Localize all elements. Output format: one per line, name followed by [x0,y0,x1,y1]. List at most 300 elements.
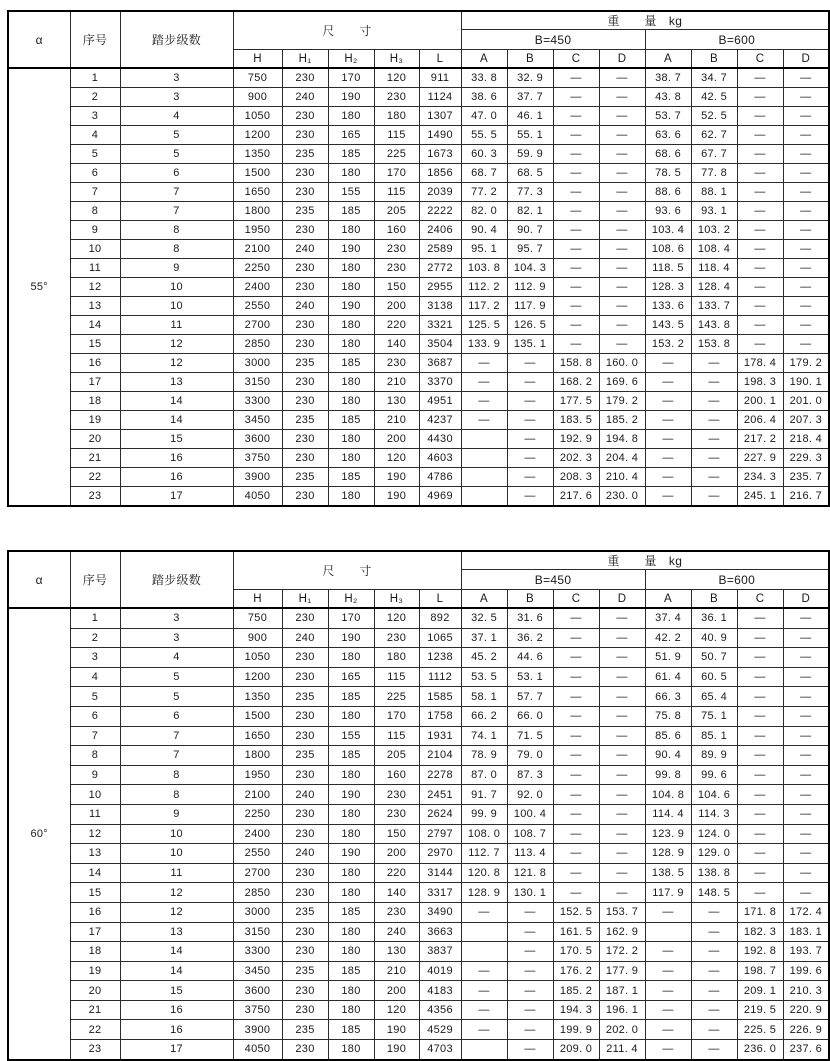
cell-dim-h2: 190 [328,785,374,805]
cell-dim-l: 2222 [419,202,461,221]
cell-steps: 10 [120,824,233,844]
cell-dim-l: 1758 [419,706,461,726]
cell-w450-d: 179. 2 [599,392,645,411]
cell-w600-b: 108. 4 [691,240,737,259]
cell-w600-c: — [737,240,783,259]
cell-w600-a: — [645,373,691,392]
col-header-b450-c: C [553,590,599,609]
cell-w600-c: 209. 1 [737,981,783,1001]
cell-w600-d: — [783,335,829,354]
cell-seq: 19 [70,961,120,981]
cell-dim-l: 3138 [419,297,461,316]
cell-w600-c: — [737,221,783,240]
cell-w450-a [461,468,507,487]
cell-dim-h1: 235 [282,746,328,766]
col-header-b600-d: D [783,50,829,69]
cell-w450-c: — [553,68,599,88]
cell-dim-h1: 230 [282,765,328,785]
cell-seq: 2 [70,88,120,107]
cell-w450-b: 71. 5 [507,726,553,746]
cell-w450-a: — [461,354,507,373]
cell-w450-a [461,942,507,962]
cell-w450-a [461,1040,507,1060]
cell-w600-b: 88. 1 [691,183,737,202]
cell-dim-h1: 235 [282,202,328,221]
col-group-b450: B=450 [461,570,645,590]
cell-w600-b: 93. 1 [691,202,737,221]
cell-dim-h2: 185 [328,411,374,430]
cell-steps: 14 [120,392,233,411]
cell-dim-h: 3450 [233,411,282,430]
cell-dim-h2: 165 [328,667,374,687]
table-row [8,1000,829,1020]
cell-w450-c: — [553,297,599,316]
cell-w450-a: 38. 6 [461,88,507,107]
cell-dim-l: 4969 [419,487,461,507]
cell-dim-l: 3370 [419,373,461,392]
cell-dim-h2: 185 [328,961,374,981]
cell-dim-l: 2278 [419,765,461,785]
cell-w450-c: 158. 8 [553,354,599,373]
cell-dim-h2: 185 [328,687,374,707]
cell-dim-h2: 185 [328,902,374,922]
cell-w600-a: 123. 9 [645,824,691,844]
cell-w450-d: — [599,107,645,126]
cell-dim-h3: 190 [374,1040,419,1060]
cell-w450-d: 153. 7 [599,902,645,922]
cell-w450-b: — [507,411,553,430]
cell-w450-a: 120. 8 [461,863,507,883]
cell-w600-a: 42. 2 [645,628,691,648]
cell-dim-l: 4786 [419,468,461,487]
cell-dim-h: 4050 [233,487,282,507]
cell-w450-b: 108. 7 [507,824,553,844]
table-row [8,278,829,297]
cell-w450-d: — [599,844,645,864]
cell-dim-h2: 155 [328,183,374,202]
cell-w450-b: 31. 6 [507,608,553,628]
cell-dim-h1: 230 [282,648,328,668]
cell-w600-b: 118. 4 [691,259,737,278]
table-row [8,687,829,707]
cell-w450-d: — [599,746,645,766]
cell-dim-h2: 180 [328,648,374,668]
cell-seq: 14 [70,316,120,335]
cell-dim-h1: 240 [282,628,328,648]
cell-dim-h2: 180 [328,1040,374,1060]
cell-w600-c: 206. 4 [737,411,783,430]
cell-steps: 9 [120,259,233,278]
cell-w450-d: — [599,88,645,107]
cell-seq: 6 [70,164,120,183]
cell-w450-c: — [553,726,599,746]
cell-steps: 7 [120,746,233,766]
cell-w450-a: 133. 9 [461,335,507,354]
cell-w600-b: — [691,430,737,449]
cell-w600-b: 89. 9 [691,746,737,766]
cell-dim-h: 3150 [233,922,282,942]
cell-dim-h2: 180 [328,706,374,726]
cell-w450-b: — [507,1040,553,1060]
cell-dim-h1: 230 [282,107,328,126]
cell-dim-h2: 180 [328,883,374,903]
cell-dim-h1: 235 [282,468,328,487]
cell-dim-h3: 115 [374,126,419,145]
table-row [8,667,829,687]
spec-table-60deg [7,550,830,1061]
cell-dim-h: 3750 [233,1000,282,1020]
cell-dim-h1: 230 [282,824,328,844]
cell-dim-h: 3750 [233,449,282,468]
cell-dim-h: 1050 [233,648,282,668]
cell-dim-h2: 185 [328,354,374,373]
cell-w450-c: 199. 9 [553,1020,599,1040]
cell-dim-h: 2700 [233,863,282,883]
cell-dim-h: 3600 [233,981,282,1001]
cell-w450-a: — [461,1000,507,1020]
table-row [8,297,829,316]
cell-w450-a: 78. 9 [461,746,507,766]
cell-dim-h2: 155 [328,726,374,746]
cell-dim-h3: 200 [374,430,419,449]
cell-w600-a: 78. 5 [645,164,691,183]
cell-w450-c: 192. 9 [553,430,599,449]
cell-dim-l: 3837 [419,942,461,962]
cell-w600-c: — [737,183,783,202]
table-row [8,164,829,183]
cell-w450-b: 121. 8 [507,863,553,883]
alpha-value: 55° [8,68,70,506]
col-header-b450-b: B [507,50,553,69]
col-header-b600-c: C [737,50,783,69]
cell-w450-a: 99. 9 [461,804,507,824]
cell-dim-l: 4356 [419,1000,461,1020]
cell-steps: 3 [120,68,233,88]
cell-steps: 8 [120,221,233,240]
table-header [8,551,829,608]
cell-w600-c: 198. 3 [737,373,783,392]
table-row [8,902,829,922]
cell-w600-d: 237. 6 [783,1040,829,1060]
cell-dim-l: 4951 [419,392,461,411]
cell-w600-d: 226. 9 [783,1020,829,1040]
cell-w600-a: 128. 9 [645,844,691,864]
cell-dim-h3: 160 [374,765,419,785]
table-row [8,145,829,164]
cell-seq: 4 [70,667,120,687]
cell-w450-b: 82. 1 [507,202,553,221]
cell-dim-h: 1950 [233,221,282,240]
cell-seq: 3 [70,648,120,668]
cell-w600-a: 108. 6 [645,240,691,259]
cell-dim-h: 3600 [233,430,282,449]
cell-dim-h1: 235 [282,902,328,922]
cell-dim-h3: 180 [374,648,419,668]
cell-seq: 23 [70,487,120,507]
cell-w450-d: 177. 9 [599,961,645,981]
col-header-l: L [419,50,461,69]
cell-w450-d: 202. 0 [599,1020,645,1040]
cell-w450-a: 90. 4 [461,221,507,240]
cell-steps: 6 [120,164,233,183]
cell-w450-b: 92. 0 [507,785,553,805]
cell-w450-c: — [553,316,599,335]
cell-dim-h: 1800 [233,202,282,221]
cell-seq: 11 [70,804,120,824]
cell-dim-h3: 115 [374,726,419,746]
cell-dim-h: 2850 [233,883,282,903]
cell-dim-l: 4703 [419,1040,461,1060]
cell-w600-c: — [737,297,783,316]
cell-dim-h: 2400 [233,278,282,297]
cell-w600-b: 60. 5 [691,667,737,687]
cell-dim-h2: 180 [328,1000,374,1020]
cell-dim-h3: 230 [374,88,419,107]
cell-w600-c: — [737,107,783,126]
col-header-b450-c: C [553,50,599,69]
cell-w600-c: — [737,164,783,183]
cell-dim-l: 4019 [419,961,461,981]
cell-w450-a: — [461,392,507,411]
cell-dim-h3: 140 [374,335,419,354]
cell-steps: 15 [120,430,233,449]
cell-dim-h: 750 [233,608,282,628]
cell-w600-a: 93. 6 [645,202,691,221]
cell-w600-d: — [783,726,829,746]
cell-w450-d: — [599,726,645,746]
cell-w600-b: — [691,1040,737,1060]
cell-w600-d: — [783,126,829,145]
table-row [8,202,829,221]
cell-dim-l: 1112 [419,667,461,687]
cell-w450-b: — [507,902,553,922]
table-row [8,824,829,844]
col-group-weight: 重 量 kg [461,551,829,570]
col-group-dimensions: 尺 寸 [233,11,461,50]
cell-w600-c: 225. 5 [737,1020,783,1040]
cell-w450-b: — [507,449,553,468]
cell-w450-d: — [599,687,645,707]
cell-w600-c: 178. 4 [737,354,783,373]
cell-w600-c: — [737,785,783,805]
cell-dim-h2: 180 [328,221,374,240]
cell-w600-b: 114. 3 [691,804,737,824]
cell-w600-c: 217. 2 [737,430,783,449]
cell-w600-b: — [691,354,737,373]
cell-dim-h1: 230 [282,883,328,903]
cell-dim-h2: 180 [328,259,374,278]
cell-dim-h: 1200 [233,667,282,687]
cell-w600-b: 50. 7 [691,648,737,668]
cell-dim-h1: 230 [282,373,328,392]
cell-w600-b: 42. 5 [691,88,737,107]
cell-seq: 12 [70,824,120,844]
cell-dim-l: 2624 [419,804,461,824]
cell-w600-d: — [783,145,829,164]
cell-steps: 13 [120,922,233,942]
cell-seq: 16 [70,902,120,922]
cell-seq: 13 [70,844,120,864]
cell-dim-h1: 230 [282,726,328,746]
cell-seq: 17 [70,922,120,942]
cell-w600-d: 229. 3 [783,449,829,468]
cell-seq: 10 [70,785,120,805]
cell-w600-b: — [691,1020,737,1040]
cell-dim-h2: 185 [328,202,374,221]
cell-dim-h3: 205 [374,202,419,221]
cell-w450-a: 128. 9 [461,883,507,903]
cell-w450-b: — [507,430,553,449]
cell-steps: 8 [120,240,233,259]
cell-w450-b: 100. 4 [507,804,553,824]
cell-w600-d: — [783,259,829,278]
table-row [8,221,829,240]
cell-steps: 10 [120,297,233,316]
cell-dim-h1: 240 [282,88,328,107]
cell-w600-a: — [645,392,691,411]
cell-dim-h3: 190 [374,487,419,507]
cell-w450-a: 74. 1 [461,726,507,746]
cell-w450-c: — [553,278,599,297]
cell-dim-h: 1050 [233,107,282,126]
cell-w600-a: 66. 3 [645,687,691,707]
cell-steps: 7 [120,202,233,221]
cell-w600-a: 88. 6 [645,183,691,202]
cell-steps: 10 [120,278,233,297]
cell-w450-d: — [599,648,645,668]
table-row [8,88,829,107]
cell-dim-h2: 180 [328,107,374,126]
cell-w450-b: — [507,1020,553,1040]
cell-w450-c: — [553,183,599,202]
cell-w450-b: 117. 9 [507,297,553,316]
cell-dim-l: 2955 [419,278,461,297]
cell-dim-h2: 180 [328,765,374,785]
cell-dim-h3: 115 [374,667,419,687]
cell-w600-b: — [691,487,737,507]
cell-w600-c: — [737,844,783,864]
cell-seq: 5 [70,687,120,707]
cell-w450-d: 196. 1 [599,1000,645,1020]
cell-dim-h1: 230 [282,487,328,507]
cell-dim-h2: 180 [328,922,374,942]
cell-dim-h: 1950 [233,765,282,785]
cell-w450-d: — [599,706,645,726]
table-row [8,726,829,746]
cell-seq: 9 [70,221,120,240]
cell-w600-c: — [737,804,783,824]
col-header-h1: H₁ [282,50,328,69]
cell-dim-h3: 225 [374,145,419,164]
cell-w600-d: — [783,765,829,785]
cell-dim-h: 1200 [233,126,282,145]
cell-dim-h: 2100 [233,785,282,805]
cell-w600-a: 114. 4 [645,804,691,824]
cell-dim-h3: 230 [374,259,419,278]
cell-seq: 22 [70,468,120,487]
cell-w450-b: — [507,1000,553,1020]
col-header-b450-a: A [461,590,507,609]
cell-w450-b: — [507,942,553,962]
cell-w450-b: 104. 3 [507,259,553,278]
cell-dim-h: 2400 [233,824,282,844]
cell-steps: 7 [120,726,233,746]
cell-w450-a: 53. 5 [461,667,507,687]
cell-w450-b: 55. 1 [507,126,553,145]
cell-w450-c: 161. 5 [553,922,599,942]
cell-w450-b: — [507,392,553,411]
cell-w600-c: — [737,863,783,883]
cell-dim-l: 1856 [419,164,461,183]
cell-dim-h: 1350 [233,687,282,707]
cell-w450-c: — [553,883,599,903]
cell-dim-h3: 210 [374,961,419,981]
cell-dim-l: 3321 [419,316,461,335]
cell-w600-d: — [783,844,829,864]
cell-w600-d: — [783,202,829,221]
cell-w600-d: — [783,164,829,183]
table-row [8,373,829,392]
cell-dim-h1: 230 [282,68,328,88]
cell-w600-a: — [645,961,691,981]
cell-dim-h2: 190 [328,297,374,316]
cell-dim-h2: 180 [328,863,374,883]
cell-dim-h1: 230 [282,922,328,942]
cell-dim-h2: 185 [328,746,374,766]
cell-w600-b: 36. 1 [691,608,737,628]
col-header-steps: 踏步级数 [120,551,233,608]
cell-dim-h3: 130 [374,392,419,411]
table-body [8,68,829,506]
cell-dim-h1: 230 [282,942,328,962]
cell-w600-d: — [783,648,829,668]
cell-dim-h2: 165 [328,126,374,145]
cell-dim-h: 750 [233,68,282,88]
cell-w600-b: 99. 6 [691,765,737,785]
cell-w450-d: — [599,183,645,202]
cell-w450-c: — [553,785,599,805]
table-row [8,863,829,883]
cell-w450-b: 135. 1 [507,335,553,354]
cell-w450-c: — [553,202,599,221]
cell-w600-a: 104. 8 [645,785,691,805]
cell-w450-d: — [599,824,645,844]
cell-w450-d: 172. 2 [599,942,645,962]
cell-w450-a: 32. 5 [461,608,507,628]
cell-w600-c: — [737,824,783,844]
cell-seq: 1 [70,68,120,88]
cell-w600-c: — [737,68,783,88]
cell-w600-c: 198. 7 [737,961,783,981]
col-header-b600-b: B [691,590,737,609]
table-row [8,392,829,411]
cell-w600-d: — [783,706,829,726]
cell-w600-d: — [783,240,829,259]
col-group-b450: B=450 [461,30,645,50]
cell-w450-a: 33. 8 [461,68,507,88]
cell-w600-a: 75. 8 [645,706,691,726]
cell-w450-d: 160. 0 [599,354,645,373]
cell-dim-h2: 180 [328,487,374,507]
cell-dim-h2: 185 [328,1020,374,1040]
cell-seq: 11 [70,259,120,278]
cell-dim-l: 1307 [419,107,461,126]
cell-w600-a: 117. 9 [645,883,691,903]
col-header-index: 序号 [70,551,120,608]
col-header-h: H [233,590,282,609]
cell-dim-h: 3450 [233,961,282,981]
cell-dim-h3: 170 [374,706,419,726]
